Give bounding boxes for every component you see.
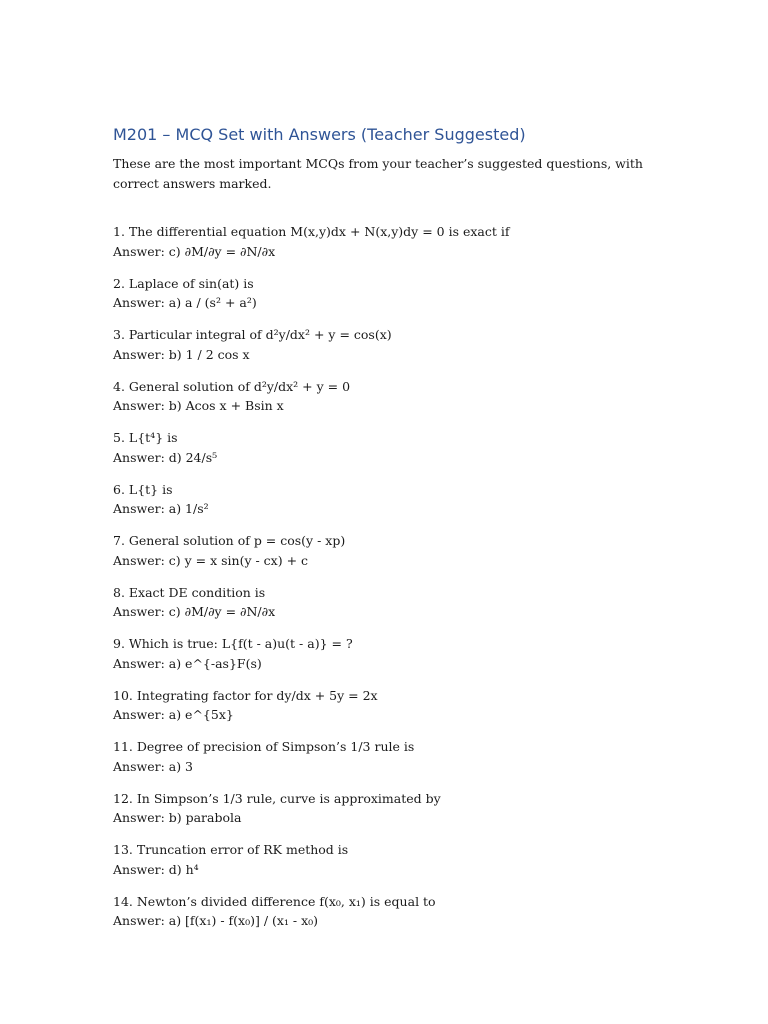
answer-text: Answer: a) [f(x₁) - f(x₀)] / (x₁ - x₀): [113, 913, 319, 928]
mcq-item-12: [113, 789, 673, 828]
question-text: 2. Laplace of sin(at) is: [113, 275, 254, 291]
question-text: 1. The differential equation M(x,y)dx + N(x,y)dy = 0 is exact if: [113, 224, 510, 239]
mcq-item-6: [113, 480, 673, 519]
question-text: 8. Exact DE condition is: [113, 584, 266, 600]
document-page: [113, 124, 673, 943]
question-text: 11. Degree of precision of Simpson’s 1/3 rule is: [113, 739, 415, 754]
mcq-item-8: [113, 583, 673, 622]
question-text: 10. Integrating factor for dy/dx + 5y = 2x: [113, 687, 378, 703]
answer-text: Answer: b) Acos x + Bsin x: [113, 398, 284, 413]
question-text: 9. Which is true: L{f(t - a)u(t - a)} = ?: [113, 636, 353, 651]
mcq-item-4: [113, 377, 673, 416]
answer-text: Answer: a) a / (s² + a²): [113, 295, 257, 310]
mcq-item-11: [113, 737, 673, 776]
answer-text: Answer: a) 1/s²: [113, 501, 209, 516]
answer-text: Answer: a) 3: [113, 758, 194, 774]
mcq-item-1: [113, 222, 673, 261]
mcq-item-3: [113, 325, 673, 364]
question-text: 5. L{t⁴} is: [113, 430, 178, 445]
question-text: 4. General solution of d²y/dx² + y = 0: [113, 378, 351, 394]
question-text: 6. L{t} is: [113, 481, 173, 497]
answer-text: Answer: b) parabola: [113, 810, 242, 825]
mcq-item-14: [113, 892, 673, 931]
mcq-item-13: [113, 840, 673, 879]
mcq-item-7: [113, 531, 673, 570]
answer-text: Answer: a) e^{5x}: [113, 707, 234, 722]
answer-text: Answer: a) e^{-as}F(s): [113, 655, 262, 671]
intro-paragraph: These are the most important MCQs from your teacher’s suggested questions, with correct answers marked.: [113, 156, 643, 191]
mcq-item-2: [113, 274, 673, 313]
mcq-item-5: [113, 428, 673, 467]
question-text: 12. In Simpson’s 1/3 rule, curve is approximated by: [113, 790, 441, 806]
answer-text: Answer: b) 1 / 2 cos x: [113, 346, 250, 362]
mcq-list: [113, 222, 673, 931]
mcq-item-9: [113, 634, 673, 673]
mcq-item-10: [113, 686, 673, 725]
answer-text: Answer: d) 24/s⁵: [113, 449, 218, 465]
answer-text: Answer: d) h⁴: [113, 861, 199, 877]
answer-text: Answer: c) ∂M/∂y = ∂N/∂x: [113, 604, 276, 619]
answer-text: Answer: c) ∂M/∂y = ∂N/∂x: [113, 243, 276, 259]
answer-text: Answer: c) y = x sin(y - cx) + c: [113, 552, 309, 568]
question-text: 14. Newton’s divided difference f(x₀, x₁) is equal to: [113, 893, 436, 909]
document-title: M201 – MCQ Set with Answers (Teacher Suggested): [113, 125, 526, 144]
question-text: 7. General solution of p = cos(y - xp): [113, 533, 346, 548]
question-text: 13. Truncation error of RK method is: [113, 842, 349, 857]
question-text: 3. Particular integral of d²y/dx² + y = cos(x): [113, 327, 392, 342]
